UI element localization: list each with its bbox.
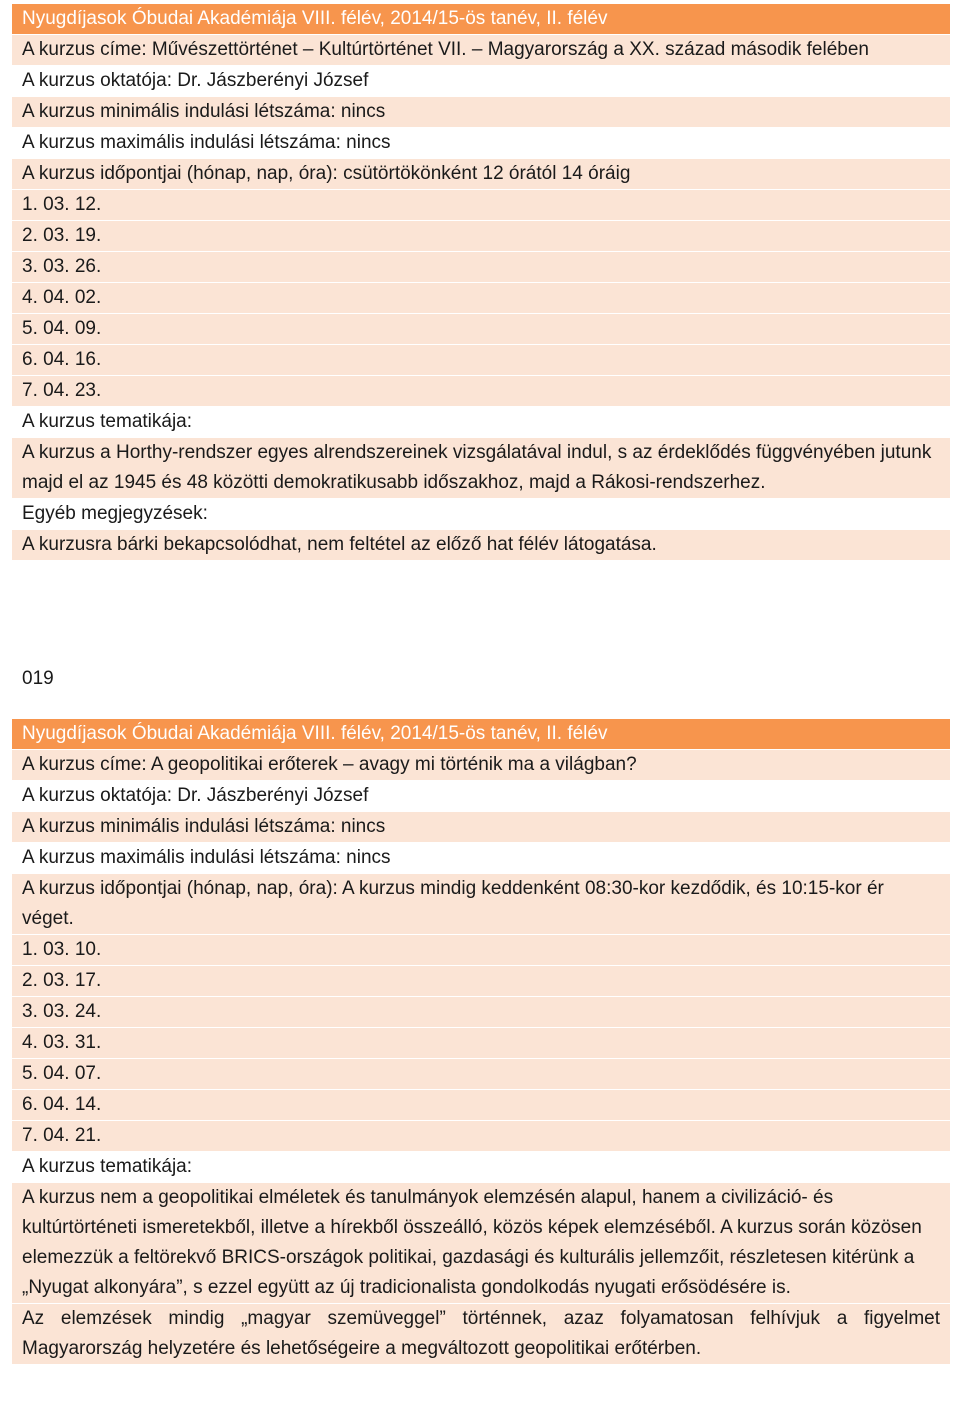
course-title: A kurzus címe: Művészettörténet – Kultúrtörténet VII. – Magyarország a XX. század második felében: [12, 35, 950, 66]
course-title: A kurzus címe: A geopolitikai erőterek – avagy mi történik ma a világban?: [12, 750, 950, 781]
max-enrollment: A kurzus maximális indulási létszáma: nincs: [12, 843, 950, 874]
session-date: 2. 03. 17.: [12, 966, 950, 997]
course-schedule: A kurzus időpontjai (hónap, nap, óra): A kurzus mindig keddenként 08:30-kor kezdődik, és 10:15-kor ér véget.: [12, 874, 950, 935]
topics-text: A kurzus nem a geopolitikai elméletek és tanulmányok elemzésén alapul, hanem a civilizáció- és kultúrtörténeti ismeretekből, illetve a hírekből összeálló, közös képek elemzéséből. A kurzus során közösen elemezzük a feltörekvő BRICS-országok politikai, gazdasági és kulturális jellemzőit, részletesen kitérünk a „Nyugat alkonyára”, s ezzel együtt az új tradicionalista gondolkodás nyugati erősödésére is.: [12, 1183, 950, 1304]
session-date: 3. 03. 26.: [12, 252, 950, 283]
max-enrollment: A kurzus maximális indulási létszáma: nincs: [12, 128, 950, 159]
session-date: 7. 04. 23.: [12, 376, 950, 407]
session-date: 2. 03. 19.: [12, 221, 950, 252]
topics-label: A kurzus tematikája:: [12, 407, 950, 438]
notes-label: Egyéb megjegyzések:: [12, 499, 950, 530]
session-date: 1. 03. 10.: [12, 935, 950, 966]
topics-label: A kurzus tematikája:: [12, 1152, 950, 1183]
session-date: 1. 03. 12.: [12, 190, 950, 221]
session-date: 4. 03. 31.: [12, 1028, 950, 1059]
topics-text-continued: Az elemzések mindig „magyar szemüveggel” történnek, azaz folyamatosan felhívjuk a figyelmet Magyarország helyzetére és lehetőségeire a megváltozott geopolitikai erőtérben.: [12, 1304, 950, 1365]
session-date: 3. 03. 24.: [12, 997, 950, 1028]
session-date: 7. 04. 21.: [12, 1121, 950, 1152]
session-date: 5. 04. 09.: [12, 314, 950, 345]
course-instructor: A kurzus oktatója: Dr. Jászberényi József: [12, 66, 950, 97]
session-date: 6. 04. 16.: [12, 345, 950, 376]
session-date: 5. 04. 07.: [12, 1059, 950, 1090]
course-header: Nyugdíjasok Óbudai Akadémiája VIII. félév, 2014/15-ös tanév, II. félév: [12, 719, 950, 750]
session-date: 4. 04. 02.: [12, 283, 950, 314]
course-schedule: A kurzus időpontjai (hónap, nap, óra): csütörtökönként 12 órától 14 óráig: [12, 159, 950, 190]
topics-text: A kurzus a Horthy-rendszer egyes alrendszereinek vizsgálatával indul, s az érdeklődés függvényében jutunk majd el az 1945 és 48 közötti demokratikusabb időszakhoz, majd a Rákosi-rendszerhez.: [12, 438, 950, 499]
course-block-2: [12, 719, 950, 1365]
session-date: 6. 04. 14.: [12, 1090, 950, 1121]
min-enrollment: A kurzus minimális indulási létszáma: nincs: [12, 97, 950, 128]
course-instructor: A kurzus oktatója: Dr. Jászberényi József: [12, 781, 950, 812]
course-block-1: [12, 4, 950, 561]
course-header: Nyugdíjasok Óbudai Akadémiája VIII. félév, 2014/15-ös tanév, II. félév: [12, 4, 950, 35]
notes-text: A kurzusra bárki bekapcsolódhat, nem feltétel az előző hat félév látogatása.: [12, 530, 950, 561]
course-code: 019: [22, 668, 54, 689]
min-enrollment: A kurzus minimális indulási létszáma: nincs: [12, 812, 950, 843]
